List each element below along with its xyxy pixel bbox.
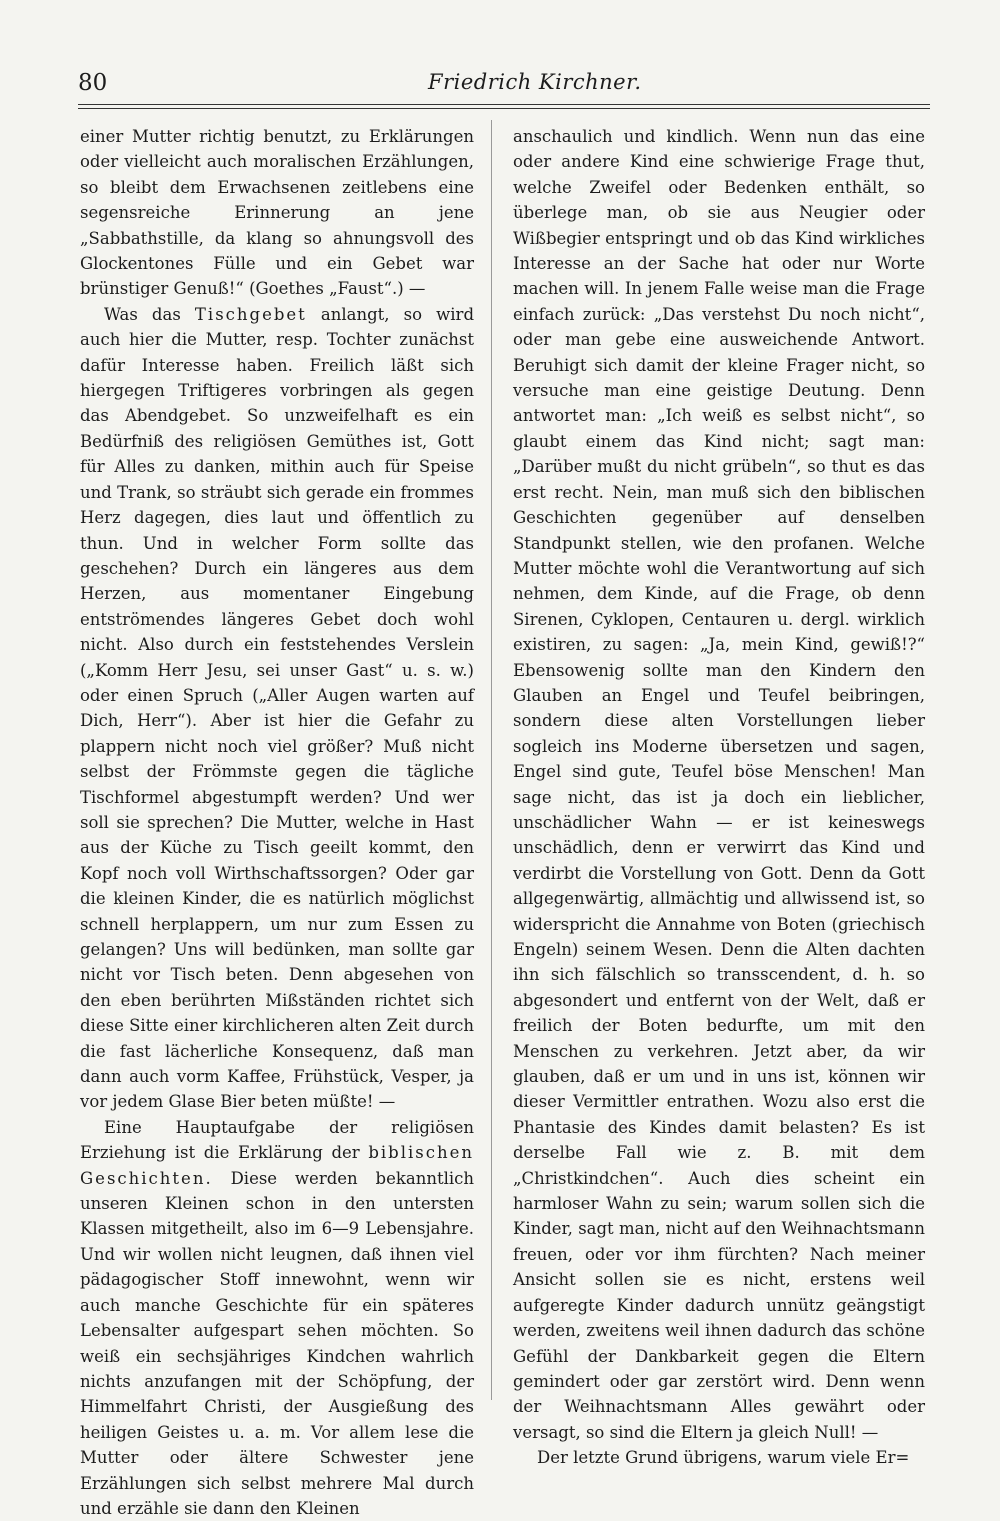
column-divider — [491, 120, 492, 1400]
spaced-term: biblischen Geschichten. — [80, 1143, 474, 1188]
paragraph — [80, 302, 474, 1115]
text-run: Diese werden bekanntlich unseren Kleinen schon in den untersten Klassen mitgetheilt, also im 6—9 Lebensjahre. Und wir wollen nicht leugnen, daß ihnen viel pädagogischer Stoff innewohnt, wenn wir auch manche Geschichte für ein späteres Lebensalter aufgespart sehen möchten. So weiß ein sechsjähriges Kindchen wahrlich nichts anzufangen mit der Schöpfung, der Himmelfahrt Christi, der Ausgießung des heiligen Geistes u. a. m. Vor allem lese die Mutter oder ältere Schwester jene Erzählungen sich selbst mehrere Mal durch und erzähle sie dann den Kleinen — [80, 1168, 474, 1518]
spaced-term: Tischgebet — [194, 304, 307, 324]
text-run: Was das — [104, 304, 195, 324]
right-column — [513, 124, 925, 1471]
page-header — [78, 64, 922, 104]
running-head: Friedrich Kirchner. — [428, 70, 642, 94]
header-rule — [78, 104, 930, 109]
paragraph: Der letzte Grund übrigens, warum viele Er= — [537, 1448, 910, 1468]
paragraph: anschaulich und kindlich. Wenn nun das eine oder andere Kind eine schwierige Frage thut, welche Zweifel oder Bedenken enthält, so überlege man, ob sie aus Neugier oder Wißbegier entspringt und ob das Kind wirkliches Interesse an der Sache hat oder nur Worte machen will. In jenem Falle weise man die Frage einfach zurück: „Das verstehst Du noch nicht“, oder man gebe eine ausweichende Antwort. Beruhigt sich damit der kleine Frager nicht, so versuche man eine geistige Deutung. Denn antwortet man: „Ich weiß es selbst nicht“, so glaubt einem das Kind nicht; sagt man: „Darüber mußt du nicht grübeln“, so thut es das erst recht. Nein, man muß sich den biblischen Geschichten gegenüber auf denselben Standpunkt stellen, wie den profanen. Welche Mutter möchte wohl die Verantwortung auf sich nehmen, dem Kinde, auf die Frage, ob denn Sirenen, Cyklopen, Centauren u. dergl. wirklich existiren, zu sagen: „Ja, mein Kind, gewiß!?“ Ebensowenig sollte man den Kindern den Glauben an Engel und Teufel beibringen, sondern diese alten Vorstellungen lieber sogleich ins Moderne übersetzen und sagen, Engel sind gute, Teufel böse Menschen! Man sage nicht, das ist ja doch ein lieblicher, unschädlicher Wahn — er ist keineswegs unschädlich, denn er verwirrt das Kind und verdirbt die Vorstellung von Gott. Denn da Gott allgegenwärtig, allmächtig und allwissend ist, so widerspricht die Annahme von Boten (griechisch Engeln) seinem Wesen. Denn die Alten dachten ihn sich fälschlich so transscendent, d. h. so abgesondert und entfernt von der Welt, daß er freilich der Boten bedurfte, um mit den Menschen zu verkehren. Jetzt aber, da wir glauben, daß er um und in uns ist, können wir dieser Vermittler entrathen. Wozu also erst die Phantasie des Kindes damit belasten? Es ist derselbe Fall wie z. B. mit dem „Christkindchen“. Auch dies scheint ein harmloser Wahn zu sein; warum sollen sich die Kinder, sagt man, nicht auf den Weihnachtsmann freuen, oder vor ihm fürchten? Nach meiner Ansicht sollen sie es nicht, erstens weil aufgeregte Kinder dadurch unnütz geängstigt werden, zweitens weil ihnen dadurch das schöne Gefühl der Dankbarkeit gegen die Eltern gemindert oder gar zerstört wird. Denn wenn der Weihnachtsmann Alles gewährt oder versagt, so sind die Eltern ja gleich Null! — — [513, 127, 925, 1442]
text-run: Eine Hauptaufgabe der religiösen Erziehung ist die Erklärung der — [80, 1117, 474, 1163]
paragraph — [80, 1115, 474, 1521]
paragraph: einer Mutter richtig benutzt, zu Erklärungen oder vielleicht auch moralischen Erzählungen, so bleibt dem Erwachsenen zeitlebens eine segensreiche Erinnerung an jene „Sabbathstille, da klang so ahnungsvoll des Glockentones Fülle und ein Gebet war brünstiger Genuß!“ (Goethes „Faust“.) — — [80, 127, 474, 299]
page-number: 80 — [78, 70, 108, 96]
text-run: anlangt, so wird auch hier die Mutter, resp. Tochter zunächst dafür Interesse haben. Freilich läßt sich hiergegen Triftigeres vorbringen als gegen das Abendgebet. So unzweifelhaft es ein Bedürfniß des religiösen Gemüthes ist, Gott für Alles zu danken, mithin auch für Speise und Trank, so sträubt sich gerade ein frommes Herz dagegen, dies laut und öffentlich zu thun. Und in welcher Form sollte das geschehen? Durch ein längeres aus dem Herzen, aus momentaner Eingebung entströmendes längeres Gebet doch wohl nicht. Also durch ein feststehendes Verslein („Komm Herr Jesu, sei unser Gast“ u. s. w.) oder einen Spruch („Aller Augen warten auf Dich, Herr“). Aber ist hier die Gefahr zu plappern nicht noch viel größer? Muß nicht selbst der Frömmste gegen die tägliche Tischformel abgestumpft werden? Und wer soll sie sprechen? Die Mutter, welche in Hast aus der Küche zu Tisch geeilt kommt, den Kopf noch voll Wirthschaftssorgen? Oder gar die kleinen Kinder, die es natürlich möglichst schnell herplappern, um nur zum Essen zu gelangen? Uns will bedünken, man sollte gar nicht vor Tisch beten. Denn abgesehen von den eben berührten Mißständen richtet sich diese Sitte einer kirchlicheren alten Zeit durch die fast lächerliche Konsequenz, daß man dann auch vorm Kaffee, Frühstück, Vesper, ja vor jedem Glase Bier beten müßte! — — [80, 304, 475, 1112]
left-column — [80, 124, 474, 1521]
